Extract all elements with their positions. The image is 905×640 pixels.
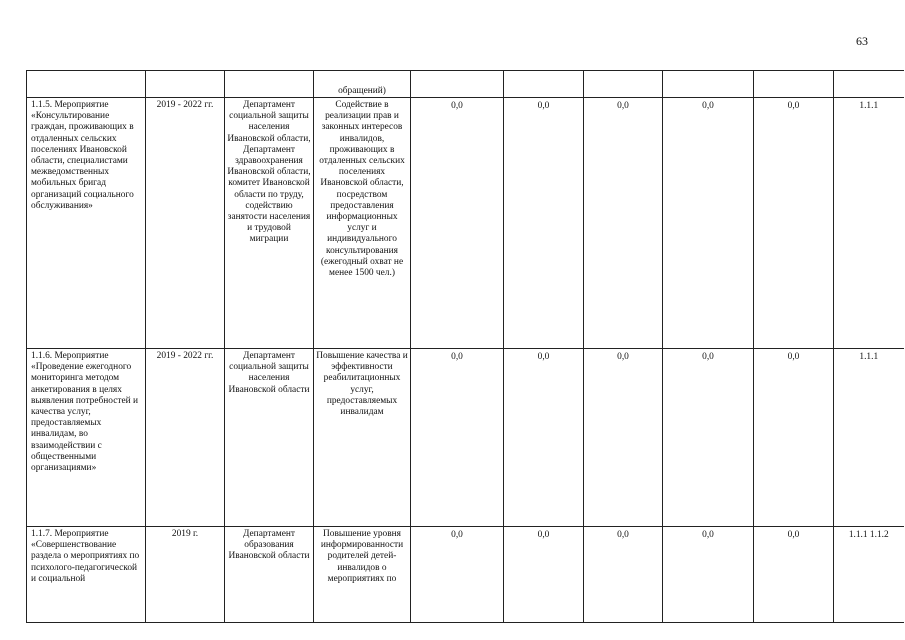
cell-event	[27, 71, 146, 98]
cell-value	[663, 71, 754, 98]
cell-value-2019: 0,0	[411, 527, 504, 623]
cell-value-extra: 0,0	[754, 98, 834, 349]
table-row	[27, 349, 904, 527]
cell-indicator: 1.1.1 1.1.2	[834, 527, 904, 623]
cell-indicator	[834, 71, 904, 98]
cell-value-2021: 0,0	[584, 527, 663, 623]
cell-value-extra: 0,0	[754, 527, 834, 623]
page-number: 63	[856, 34, 868, 48]
cell-executor	[225, 71, 314, 98]
cell-result: Повышение качества и эффективности реабилитационных услуг, предоставляемых инвалидам	[314, 349, 411, 527]
cell-result: обращений)	[314, 71, 411, 98]
cell-value-2022: 0,0	[663, 527, 754, 623]
cell-event: 1.1.6. Мероприятие «Проведение ежегодного мониторинга методом анкетирования в целях выявления потребностей и качества услуг, предоставляемых инвалидам, во взаимодействии с общественными организациями»	[27, 349, 146, 527]
cell-value-2020: 0,0	[504, 527, 584, 623]
cell-value-2021: 0,0	[584, 349, 663, 527]
cell-value-2019: 0,0	[411, 349, 504, 527]
cell-value-2022: 0,0	[663, 349, 754, 527]
cell-period: 2019 - 2022 гг.	[146, 349, 225, 527]
cell-indicator: 1.1.1	[834, 349, 904, 527]
cell-value-2019: 0,0	[411, 98, 504, 349]
cell-indicator: 1.1.1	[834, 98, 904, 349]
cell-value	[504, 71, 584, 98]
cell-value-2020: 0,0	[504, 98, 584, 349]
cell-executor: Департамент социальной защиты населения Ивановской области, Департамент здравоохранения Ивановской области, комитет Ивановской области по труду, содействию занятости населения и трудовой миграции	[225, 98, 314, 349]
table-row	[27, 98, 904, 349]
cell-period: 2019 г.	[146, 527, 225, 623]
cell-period: 2019 - 2022 гг.	[146, 98, 225, 349]
cell-value-2021: 0,0	[584, 98, 663, 349]
cell-value-2020: 0,0	[504, 349, 584, 527]
cell-event: 1.1.7. Мероприятие «Совершенствование раздела о мероприятиях по психолого-педагогической и социальной	[27, 527, 146, 623]
cell-value	[411, 71, 504, 98]
program-table	[26, 70, 904, 623]
cell-result: Содействие в реализации прав и законных интересов инвалидов, проживающих в отдаленных сельских поселениях Ивановской области, посредством предоставления информационных услуг и индивидуального консультирования (ежегодный охват не менее 1500 чел.)	[314, 98, 411, 349]
cell-result: Повышение уровня информированности родителей детей-инвалидов о мероприятиях по	[314, 527, 411, 623]
table-row	[27, 527, 904, 623]
cell-value-2022: 0,0	[663, 98, 754, 349]
cell-value-extra: 0,0	[754, 349, 834, 527]
cell-period	[146, 71, 225, 98]
cell-executor: Департамент образования Ивановской области	[225, 527, 314, 623]
cell-executor: Департамент социальной защиты населения Ивановской области	[225, 349, 314, 527]
cell-value	[754, 71, 834, 98]
cell-value	[584, 71, 663, 98]
table-row	[27, 71, 904, 98]
cell-event: 1.1.5. Мероприятие «Консультирование граждан, проживающих в отдаленных сельских поселениях Ивановской области, специалистами межведомственных мобильных бригад организаций социального обслуживания»	[27, 98, 146, 349]
